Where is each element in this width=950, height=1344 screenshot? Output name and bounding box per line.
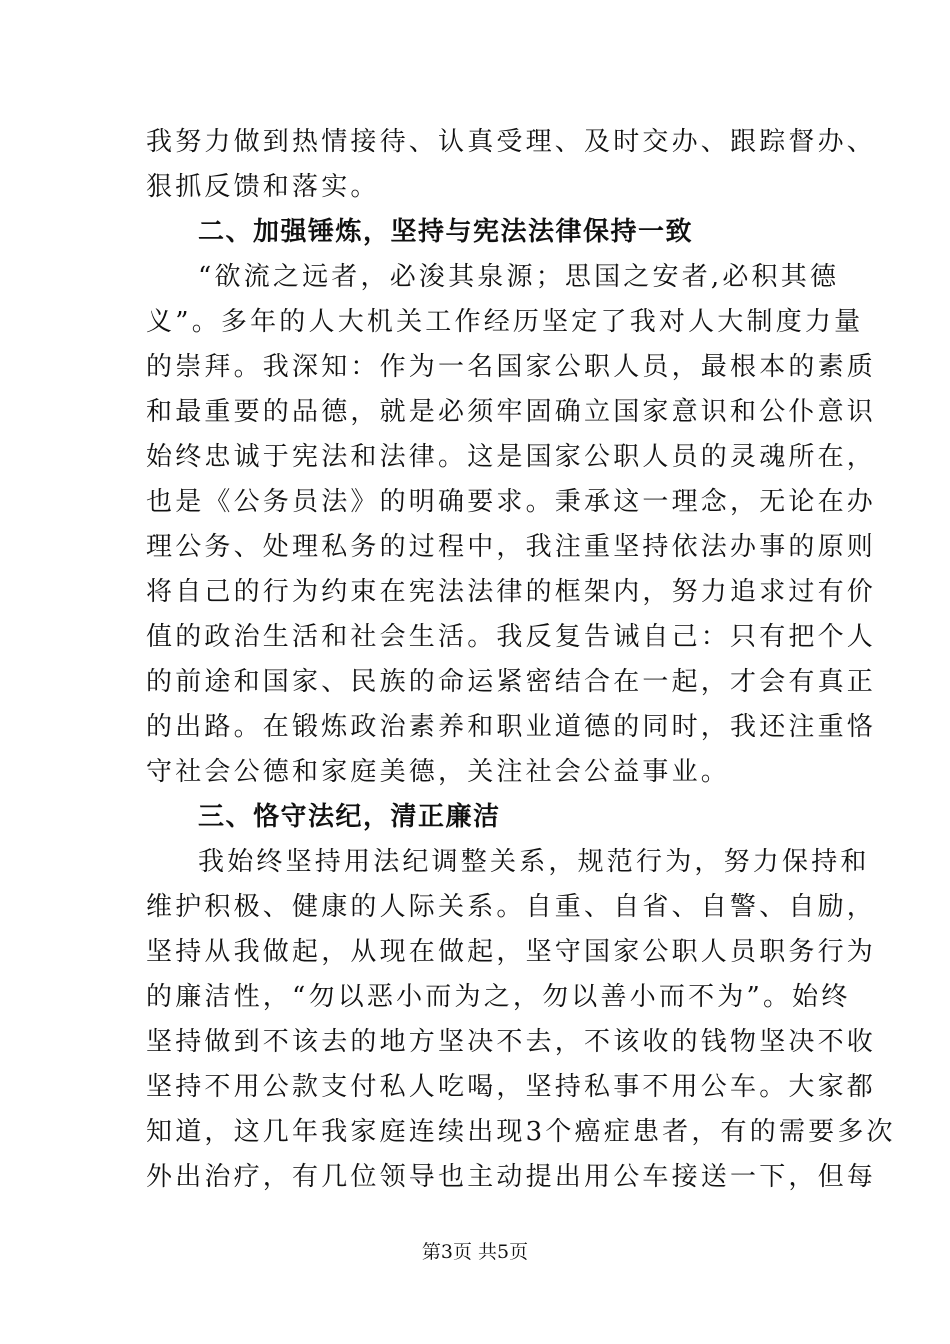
text-line: “欲流之远者，必浚其泉源；思国之安者,必积其德 (198, 262, 840, 292)
text-line: 始终忠诚于宪法和法律。这是国家公职人员的灵魂所在， (146, 442, 877, 472)
text-line: 外出治疗，有几位领导也主动提出用公车接送一下，但每 (146, 1162, 877, 1192)
section-heading: 三、恪守法纪，清正廉洁 (198, 802, 501, 832)
text-line: 和最重要的品德，就是必须牢固确立国家意识和公仆意识 (146, 397, 877, 427)
text-line: 知道，这几年我家庭连续出现3个癌症患者，有的需要多次 (146, 1117, 896, 1147)
text-line: 的廉洁性，“勿以恶小而为之，勿以善小而不为”。始终 (146, 982, 851, 1012)
text-line: 坚持从我做起，从现在做起，坚守国家公职人员职务行为 (146, 937, 877, 967)
text-line: 理公务、处理私务的过程中，我注重坚持依法办事的原则 (146, 532, 877, 562)
text-line: 的前途和国家、民族的命运紧密结合在一起，才会有真正 (146, 667, 877, 697)
text-line: 坚持不用公款支付私人吃喝，坚持私事不用公车。大家都 (146, 1072, 877, 1102)
section-heading: 二、加强锤炼，坚持与宪法法律保持一致 (198, 217, 694, 247)
text-line: 的崇拜。我深知：作为一名国家公职人员，最根本的素质 (146, 352, 877, 382)
text-line: 坚持做到不该去的地方坚决不去，不该收的钱物坚决不收 (146, 1027, 877, 1057)
text-line: 守社会公德和家庭美德，关注社会公益事业。 (146, 757, 731, 787)
page-footer: 第3页 共5页 (421, 1241, 529, 1263)
text-line: 我努力做到热情接待、认真受理、及时交办、跟踪督办、 (146, 127, 877, 157)
text-line: 狠抓反馈和落实。 (146, 172, 380, 202)
text-line: 将自己的行为约束在宪法法律的框架内，努力追求过有价 (146, 577, 877, 607)
text-line: 我始终坚持用法纪调整关系，规范行为，努力保持和 (198, 847, 870, 877)
text-line: 义”。多年的人大机关工作经历坚定了我对人大制度力量 (146, 307, 864, 337)
text-line: 维护积极、健康的人际关系。自重、自省、自警、自励， (146, 892, 877, 922)
text-line: 也是《公务员法》的明确要求。秉承这一理念，无论在办 (146, 487, 877, 517)
text-line: 值的政治生活和社会生活。我反复告诫自己：只有把个人 (146, 622, 877, 652)
text-line: 的出路。在锻炼政治素养和职业道德的同时，我还注重恪 (146, 712, 877, 742)
